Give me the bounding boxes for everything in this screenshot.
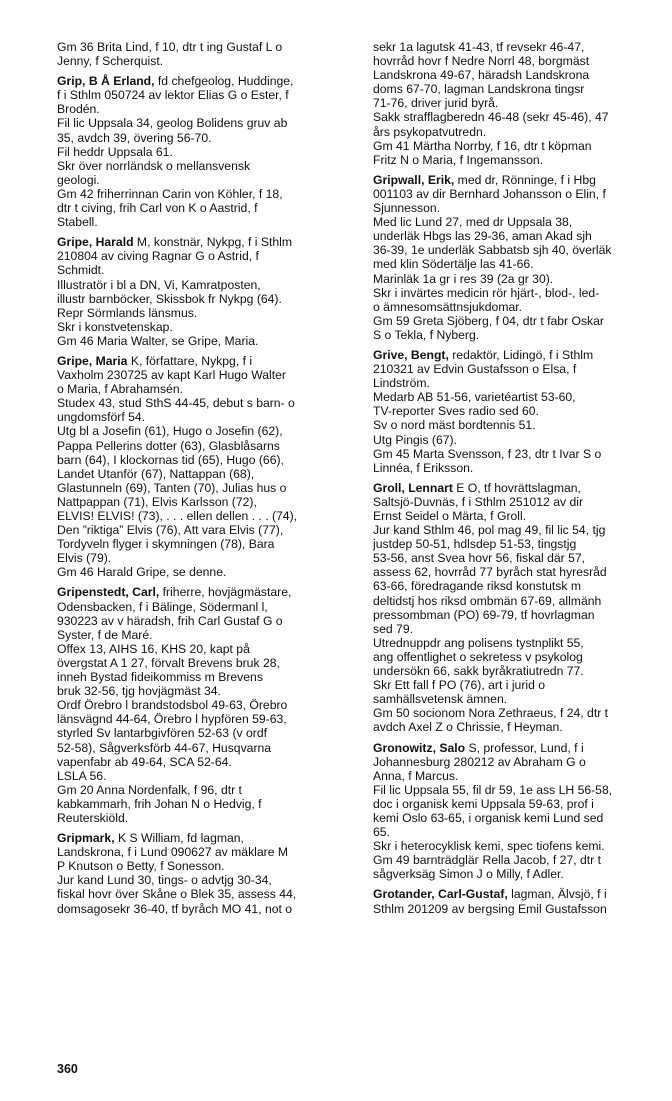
entry-line: Gm 49 barnträdgläг Rella Jacob, f 27, dtr t [373,853,601,868]
entry-line: med klin Södertälje las 41-66. [373,257,534,272]
entry-line: 930223 av v häradsh, frih Carl Gustaf G o [57,613,283,628]
entry-text: redaktör, Lidingö, f i Sthlm [448,347,594,362]
entry-line: Fil lic Uppsala 55, fil dr 59, 1e ass LH 56-58, [373,782,613,797]
entry-line: Stabell. [57,215,98,230]
entry-line: Fil lic Uppsala 34, geolog Bolidens gruv ab [57,116,288,131]
entry-name: Gripmark, [57,831,115,846]
entry-text: K, författare, Nykpg, f i [127,353,253,368]
entry-line: o Maria, f Abrahamsén. [57,382,183,397]
entry-text: med dr, Rönninge, f i Hbg [454,172,596,187]
entry-line: 52-58), Sågverksförb 44-67, Husqvarna [57,740,272,755]
entry-line: Gm 20 Anna Nordenfalk, f 96, dtr t [57,782,242,797]
entry-line: underläk Hbgs las 29-36, aman Akad sjh [373,229,592,244]
entry-line: P Knutson o Betty, f Sonesson. [57,859,225,874]
biography-entry [57,74,351,229]
entry-name: Gronowitz, Salo [373,740,466,755]
entry-name: Groll, Lennart [373,480,453,495]
biography-entry [373,481,669,735]
entry-line: Gm 46 Harald Gripe, se denne. [57,565,227,580]
entry-line: 35, avdch 39, övering 56-70. [57,130,212,145]
entry-line [57,831,351,845]
entry-line: samhällsvetensk ämnen. [373,692,508,707]
entry-name: Gripenstedt, Carl, [57,585,160,600]
entry-line: 36-39, 1e underläk Sabbatsb sjh 40, överläk [373,243,612,258]
entry-line: Gm 50 socionom Nora Zethraeus, f 24, dtr t [373,706,609,721]
entry-line: inneh Bystad fideikommiss m Brevens [57,670,263,685]
biography-entry [57,354,351,580]
entry-line: kemi Oslo 63-65, i organisk kemi Lund sed [373,810,604,825]
entry-line: års psykopatvutredn. [373,124,487,139]
entry-line: Lindström. [373,376,430,391]
entry-line: LSLA 56. [57,768,107,783]
entry-line: dtr t civing, frih Carl von K o Aastrid, f [57,201,258,216]
entry-line: Offex 13, AIHS 16, KHS 20, kapt på [57,641,250,656]
entry-line [373,348,669,362]
entry-line: Johannesburg 280212 av Abraham G o [373,754,586,769]
entry-line: Jur kand Sthlm 46, pol mag 49, fil lic 54, tjg [373,523,606,538]
entry-line: Gm 46 Maria Walter, se Gripe, Maria. [57,333,259,348]
entry-line: Med lic Lund 27, med dr Uppsala 38, [373,215,573,230]
entry-line: Linnéa, f Eriksson. [373,460,474,475]
entry-line: Fil heddr Uppsala 61. [57,144,173,159]
entry-line: Landskrona, f i Lund 090627 av mäklare M [57,845,289,860]
entry-line: Gm 42 friherrinnan Carin von Köhler, f 18, [57,186,283,201]
entry-line: Illustratör i bl a DN, Vi, Kamratposten, [57,277,261,292]
entry-line: Anna, f Marcus. [373,768,459,783]
entry-line: Utg bl a Josefin (61), Hugo o Josefin (62), [57,424,283,439]
entry-line: ungdomsförf 54. [57,410,146,425]
entry-line: assess 62, hovrråd 77 byråch stat hyresråd [373,565,607,580]
entry-line: Medarb AB 51-56, varietéartist 53-60, [373,390,576,405]
entry-line: Gm 45 Marta Svensson, f 23, dtr t Ivar S o [373,446,602,461]
entry-line: sed 79. [373,621,413,636]
entry-name: Grotander, Carl-Gustaf, [373,887,508,902]
entry-line: kabkammarh, frih Johan N o Hedvig, f [57,796,262,811]
entry-line: TV-reporter Sves radio sed 60. [373,404,539,419]
entry-text: S, professor, Lund, f i [465,740,584,755]
entry-line: deltidstj hos riksd ombmän 67-69, allmänh [373,593,602,608]
entry-line: Landskrona 49-67, häradsh Landskrona [373,68,590,83]
entry-line: Gm 36 Brita Lind, f 10, dtr t ing Gustaf L o [57,40,283,54]
entry-line [57,74,351,88]
entry-text: E O, tf hovrättslagman, [452,480,581,495]
entry-line: 71-76, driver jurid byrå. [373,96,499,111]
entry-line: Saltsjö-Duvnäs, f i Sthlm 251012 av dir [373,494,583,509]
entry-line: o ämnesomsättnsjukdomar. [373,299,523,314]
entry-line: justdep 50-51, hdlsdep 51-53, tingstjg [373,537,577,552]
entry-line: Schmidt. [57,263,105,278]
entry-line [373,173,669,187]
entry-text: fd chefgeolog, Huddinge, [154,74,294,89]
entry-line [373,481,669,495]
entry-line: sågverksäg Simon J o Milly, f Adler. [373,867,564,882]
biography-entry [373,741,669,882]
entry-line: Nattpappan (71), Elvis Karlsson (72), [57,494,257,509]
entry-line [57,585,351,599]
entry-line: Ernst Seidel o Märta, f Groll. [373,509,527,523]
biography-entry [373,173,669,342]
entry-line: f i Sthlm 050724 av lektor Elias G o Ester, f [57,88,289,103]
biography-entry [57,235,351,348]
entry-line: Glastunneln (69), Tanten (70), Julias hus o [57,480,287,495]
entry-line: 210321 av Edvin Gustafsson o Elsa, f [373,362,577,377]
biography-entry [373,348,669,475]
entry-name: Gripe, Harald [57,235,134,250]
entry-text: M, konstnär, Nykpg, f i Sthlm [133,235,293,250]
entry-line: Syster, f de Maré. [57,627,153,642]
entry-line: Tordyveln flyger i skymningen (78), Bara [57,537,275,552]
entry-name: Gripwall, Erik, [373,172,455,187]
entry-line: Pappa Pellerins dotter (63), Glasblåsarns [57,438,280,453]
entry-line: 65. [373,825,390,840]
biography-entry [373,40,669,167]
entry-line [57,354,351,368]
biography-entry [57,831,351,916]
entry-line: Brodén. [57,102,100,117]
entry-line: S o Tekla, f Nyberg. [373,327,480,342]
entry-line: Vaxholm 230725 av kapt Karl Hugo Walter [57,368,286,383]
entry-line: 001103 av dir Bernhard Johansson o Elin, f [373,186,606,201]
entry-line: Reuterskiöld. [57,810,129,825]
page-number: 360 [57,1062,78,1076]
right-column [373,40,669,922]
entry-line: Skr Ett fall f PO (76), art i jurid o [373,678,546,693]
entry-name: Grip, B Å Erland, [57,74,155,89]
biography-entry [373,887,669,915]
left-column [57,40,351,922]
entry-text: friherre, hovjägmästare, [159,585,292,600]
entry-line: undersökn 66, sakk byråkratiutredn 77. [373,664,584,679]
entry-line: illustr barnböcker, Skissbok fr Nykpg (64). [57,291,282,306]
entry-line: 53-56, anst Svea hovr 56, fiskal där 57, [373,551,586,566]
entry-line: Sv o nord mäst bordtennis 51. [373,418,536,433]
entry-text: K S William, fd lagman, [114,831,244,846]
entry-line: hovrråd hovr f Nedre Norrl 48, borgmäst [373,54,590,69]
entry-line: Repr Sörmlands länsmus. [57,305,198,320]
entry-line: Studex 43, stud SthS 44-45, debut s barn- o [57,396,295,411]
entry-line: Skr i konstvetenskap. [57,319,173,334]
entry-line: Elvis (79). [57,551,112,566]
entry-line: Landet Utanför (67), Nattappan (68), [57,466,255,481]
entry-line: Sjunnesson. [373,201,441,216]
entry-line: 210804 av civing Ragnar G o Astrid, f [57,249,259,264]
entry-name: Grive, Bengt, [373,347,449,362]
entry-line: Sthlm 201209 av bergsing Emil Gustafsson [373,901,607,916]
entry-line: Gm 41 Märtha Norrby, f 16, dtr t köpman [373,138,592,153]
entry-text: lagman, Älvsjö, f i [507,887,607,902]
entry-line: Skr i heterocyklisk kemi, spec tiofens kemi. [373,839,605,854]
entry-line: doms 67-70, lagman Landskrona tingsr [373,82,585,97]
entry-line: sekr 1a lagutsk 41-43, tf revsekr 46-47, [373,40,585,54]
entry-line: Jenny, f Scherquist. [57,54,164,69]
entry-line: bruk 32-56, tjg hovjägmäst 34. [57,684,221,699]
entry-line: geologi. [57,172,100,187]
entry-line: övergstat A 1 27, förvalt Brevens bruk 28, [57,655,280,670]
entry-line: Jur kand Lund 30, tings- o advtjg 30-34, [57,873,272,888]
entry-line: Ordf Örebro l brandstodsbol 49-63, Örebro [57,698,288,713]
entry-line [373,887,669,901]
entry-line: Sakk strafflagberedn 46-48 (sekr 45-46), 47 [373,110,609,125]
entry-line: pressombman (PO) 69-79, tf hovrlagman [373,607,595,622]
entry-line: fiskal hovr över Skåne o Blek 35, assess 44, [57,887,297,902]
entry-line: doc i organisk kemi Uppsala 59-63, prof i [373,796,594,811]
entry-line: ELVIS! ELVIS! (73), . . . ellen dellen . . . (74), [57,509,298,523]
entry-line: barn (64), I klockornas tid (65), Hugo (66), [57,452,284,467]
entry-line [373,741,669,755]
entry-line: Utrednuppdr ang polisens tystnplikt 55, [373,635,584,650]
entry-line: Fritz N o Maria, f Ingemansson. [373,152,544,167]
entry-name: Gripe, Maria [57,353,128,368]
entry-line: Utg Pingis (67). [373,432,457,447]
entry-line: Marinläk 1a gr i res 39 (2a gr 30). [373,271,554,286]
entry-line: vapenfabr ab 49-64, SCA 52-64. [57,754,232,769]
entry-line: länsvägnd 44-64, Örebro l hypfören 59-63, [57,712,287,727]
biography-entry [57,585,351,825]
entry-line: Skr över norrländsk o mellansvensk [57,158,251,173]
entry-line: domsagosekr 36-40, tf byråch MO 41, not o [57,901,293,916]
entry-line: ang offentlighet o sekretess v psykolog [373,649,583,664]
entry-line: Odensbacken, f i Bälinge, Södermanl l, [57,599,268,614]
entry-line [57,235,351,249]
biography-entry [57,40,351,68]
entry-line: Den ”riktiga” Elvis (76), Att vara Elvis (77), [57,523,284,538]
entry-line: avdch Axel Z o Chrissie, f Heyman. [373,720,563,735]
entry-line: Skr i invärtes medicin rör hjärt-, blod-, led- [373,285,600,300]
entry-line: styrled Sv lantarbgivfören 52-63 (v ordf [57,726,267,741]
entry-line: 63-66, föredragande riksd konstutsk m [373,579,581,594]
entry-line: Gm 59 Greta Sjöberg, f 04, dtr t fabr Oskar [373,313,604,328]
